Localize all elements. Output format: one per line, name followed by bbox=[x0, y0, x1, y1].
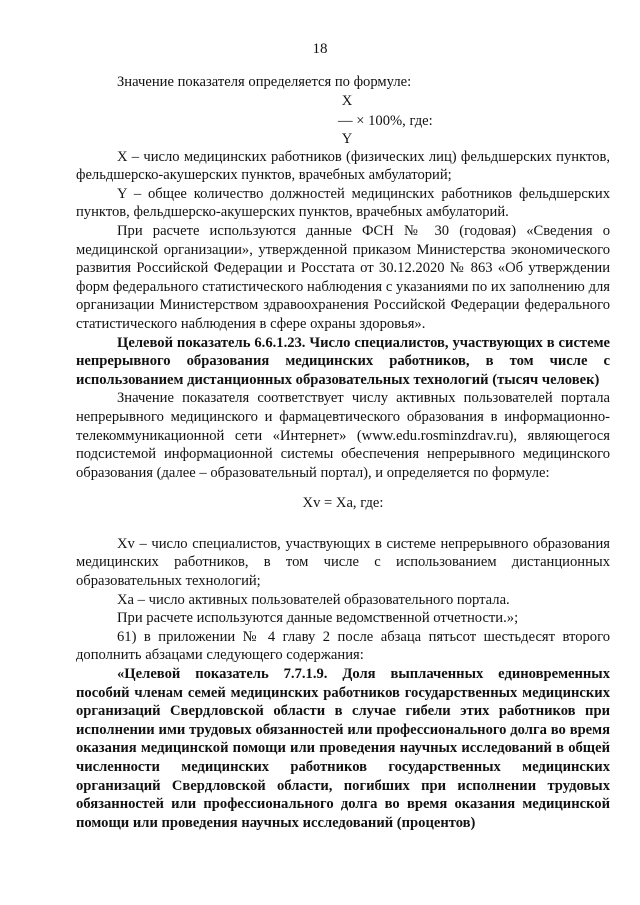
y-definition: Y – общее количество должностей медицинских работников фельдшерских пунктов, фельдшерско-акушерских пунктов, врачебных амбулаторий. bbox=[76, 185, 610, 221]
amendment-item-61: 61) в приложении № 4 главу 2 после абзаца пятьсот шестьдесят второго дополнить абзацами следующего содержания: bbox=[76, 628, 610, 664]
formula-intro: Значение показателя определяется по формуле: bbox=[117, 74, 412, 90]
x-definition: X – число медицинских работников (физических лиц) фельдшерских пунктов, фельдшерско-акушерских пунктов, врачебных амбулаторий; bbox=[76, 148, 610, 184]
target-indicator-heading-2: «Целевой показатель 7.7.1.9. Доля выплаченных единовременных пособий членам семей медицинских работников государственных медицинских организаций Свердловской области в случае гибели этих работников при исполнении ими трудовых обязанностей или профессионального долга во время оказания медицинской помощи или проведения научных исследований в общей численности медицинских работников государственных медицинских организаций Свердловской области, погибших при исполнении трудовых обязанностей или профессионального долга во время оказания медицинской помощи или проведения научных исследований (процентов) bbox=[76, 666, 610, 831]
formula-2: Xv = Xa, где: bbox=[302, 495, 384, 512]
page-number: 18 bbox=[312, 41, 328, 57]
data-source-paragraph: При расчете используются данные ФСН № 30 (годовая) «Сведения о медицинской организации», утвержденной приказом Министерства экономического развития Российской Федерации и Росстата от 30.12.2020 № 863 «Об утверждении форм федерального статистического наблюдения с указаниями по их заполнению для организации Министерством здравоохранения Российской Федерации федерального статистического наблюдения в сфере охраны здоровья». bbox=[76, 222, 610, 332]
formula-numerator: X bbox=[341, 92, 353, 109]
formula-fraction-line: — × 100%, где: bbox=[338, 112, 433, 129]
value-definition: Значение показателя соответствует числу активных пользователей портала непрерывного медицинского и фармацевтического образования в информационно-телекоммуникационной сети «Интернет» (www.edu.rosminzdrav.ru), являющегося подсистемой информационной системы обеспечения непрерывного медицинского образования (далее – образовательный портал), и определяется по формуле: bbox=[76, 390, 610, 481]
formula-denominator: Y bbox=[341, 130, 353, 147]
xa-definition: Xa – число активных пользователей образовательного портала. bbox=[117, 591, 510, 608]
xv-definition: Xv – число специалистов, участвующих в системе непрерывного образования медицинских работников, в том числе с использованием дистанционных образовательных технологий; bbox=[76, 535, 610, 590]
document-body bbox=[76, 0, 610, 832]
data-source-paragraph-2: При расчете используются данные ведомственной отчетности.»; bbox=[117, 610, 519, 627]
formula-1 bbox=[76, 92, 610, 148]
target-indicator-heading: Целевой показатель 6.6.1.23. Число специалистов, участвующих в системе непрерывного образования медицинских работников, в том числе с использованием дистанционных образовательных технологий (тысяч человек) bbox=[76, 334, 610, 388]
